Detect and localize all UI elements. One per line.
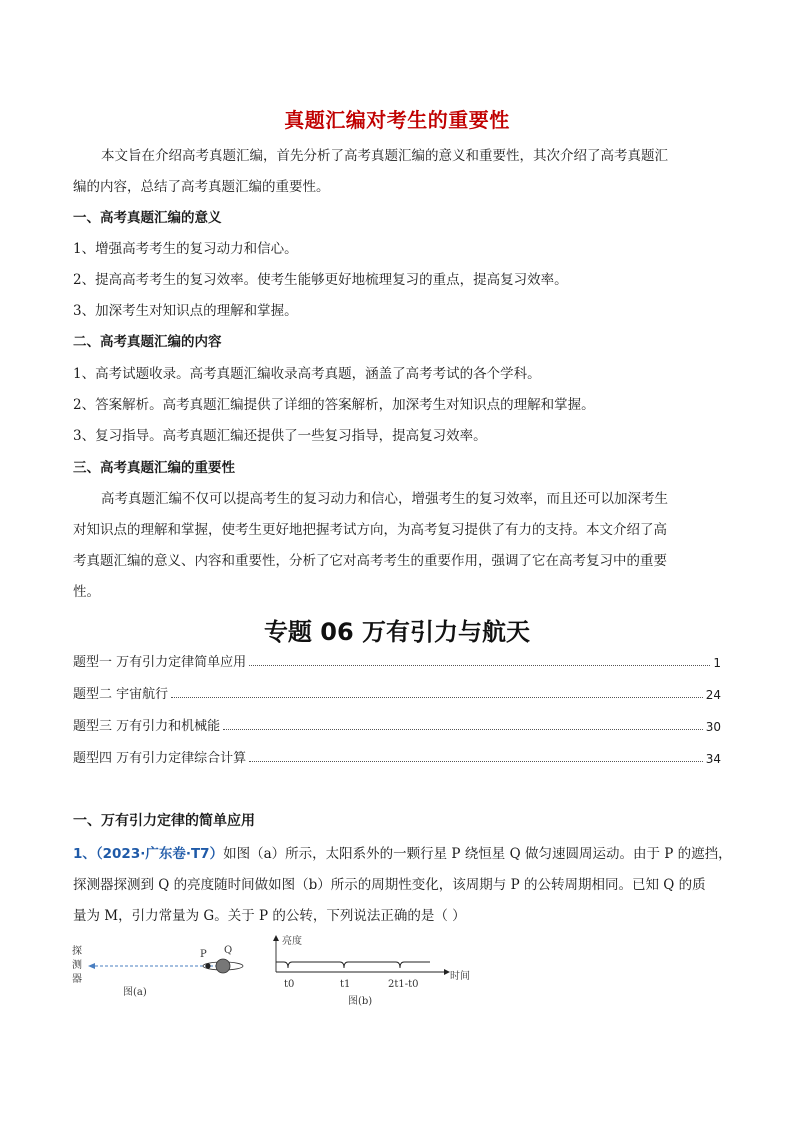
part1-heading: 一、万有引力定律的简单应用	[73, 813, 255, 829]
section2-item-3: 3、复习指导。高考真题汇编还提供了一些复习指导，提高复习效率。	[73, 428, 487, 444]
y-axis-label: 亮度	[282, 936, 302, 947]
toc-entry-page: 1	[713, 656, 721, 670]
toc-leader-dots	[249, 665, 710, 666]
toc-entry-1[interactable]	[73, 650, 721, 670]
topic-title: 专题 06 万有引力与航天	[263, 618, 531, 646]
toc-leader-dots	[171, 697, 703, 698]
y-axis-arrow-icon	[273, 935, 279, 941]
star-q-label: Q	[224, 945, 233, 956]
toc-entry-page: 30	[705, 720, 721, 734]
detector-label-1: 探	[72, 946, 82, 957]
section2-heading: 二、高考真题汇编的内容	[73, 334, 222, 350]
detector-label-2: 测	[72, 960, 82, 971]
toc-entry-label: 题型二 宇宙航行	[73, 687, 169, 702]
section3-line-2: 对知识点的理解和掌握，使考生更好地把握考试方向，为高考复习提供了有力的支持。本文介绍了高	[73, 522, 667, 538]
section3-line-4: 性。	[73, 584, 100, 600]
section2-item-1: 1、高考试题收录。高考真题汇编收录高考真题，涵盖了高考考试的各个学科。	[73, 366, 541, 382]
question1-line-2: 探测器探测到 Q 的亮度随时间做如图（b）所示的周期性变化，该周期与 P 的公转周期相同。已知 Q 的质	[73, 877, 706, 893]
detector-label-3: 器	[72, 974, 82, 985]
section3-heading: 三、高考真题汇编的重要性	[73, 460, 235, 476]
toc-entry-page: 24	[705, 688, 721, 702]
toc-entry-label: 题型四 万有引力定律综合计算	[73, 751, 247, 766]
question1-source: 1、（2023·广东卷·T7）	[73, 846, 224, 862]
toc-entry-3[interactable]	[73, 714, 721, 734]
tick-2t1-t0: 2t1-t0	[388, 979, 419, 990]
toc-entry-label: 题型一 万有引力定律简单应用	[73, 655, 247, 670]
toc-leader-dots	[249, 761, 703, 762]
section3-line-1: 高考真题汇编不仅可以提高考生的复习动力和信心，增强考生的复习效率，而且还可以加深考生	[101, 491, 668, 507]
planet-p-icon	[205, 963, 210, 968]
question1-line-3: 量为 M，引力常量为 G。关于 P 的公转，下列说法正确的是（ ）	[73, 908, 466, 924]
section3-line-3: 考真题汇编的意义、内容和重要性，分析了它对高考考生的重要作用，强调了它在高考复习中的重要	[73, 553, 667, 569]
toc-entry-4[interactable]	[73, 746, 721, 766]
tick-t0: t0	[284, 979, 295, 990]
section1-item-3: 3、加深考生对知识点的理解和掌握。	[73, 303, 298, 319]
section1-item-1: 1、增强高考考生的复习动力和信心。	[73, 241, 298, 257]
toc-entry-2[interactable]	[73, 682, 721, 702]
tick-t1: t1	[340, 979, 351, 990]
page-title: 真题汇编对考生的重要性	[284, 108, 510, 132]
toc-leader-dots	[223, 729, 703, 730]
question1-line-1	[73, 842, 733, 862]
section1-item-2: 2、提高高考考生的复习效率。使考生能够更好地梳理复习的重点，提高复习效率。	[73, 272, 568, 288]
star-q-icon	[216, 959, 230, 973]
toc-entry-page: 34	[705, 752, 721, 766]
x-axis-label: 时间	[450, 971, 470, 982]
brightness-curve	[276, 962, 430, 968]
figure-b-caption: 图(b)	[348, 996, 373, 1007]
figure-a-caption: 图(a)	[123, 987, 147, 998]
toc-entry-label: 题型三 万有引力和机械能	[73, 719, 221, 734]
arrow-head-icon	[88, 963, 95, 969]
section2-item-2: 2、答案解析。高考真题汇编提供了详细的答案解析，加深考生对知识点的理解和掌握。	[73, 397, 595, 413]
section1-heading: 一、高考真题汇编的意义	[73, 210, 222, 226]
intro-line-2: 编的内容，总结了高考真题汇编的重要性。	[73, 179, 330, 195]
question1-text-1: 如图（a）所示，太阳系外的一颗行星 P 绕恒星 Q 做匀速圆周运动。由于 P 的遮挡，	[223, 846, 732, 862]
intro-line-1: 本文旨在介绍高考真题汇编，首先分析了高考真题汇编的意义和重要性，其次介绍了高考真题汇	[101, 148, 668, 164]
figure-b	[268, 932, 478, 1012]
planet-p-label: P	[200, 949, 207, 960]
figure-a	[68, 940, 268, 1010]
